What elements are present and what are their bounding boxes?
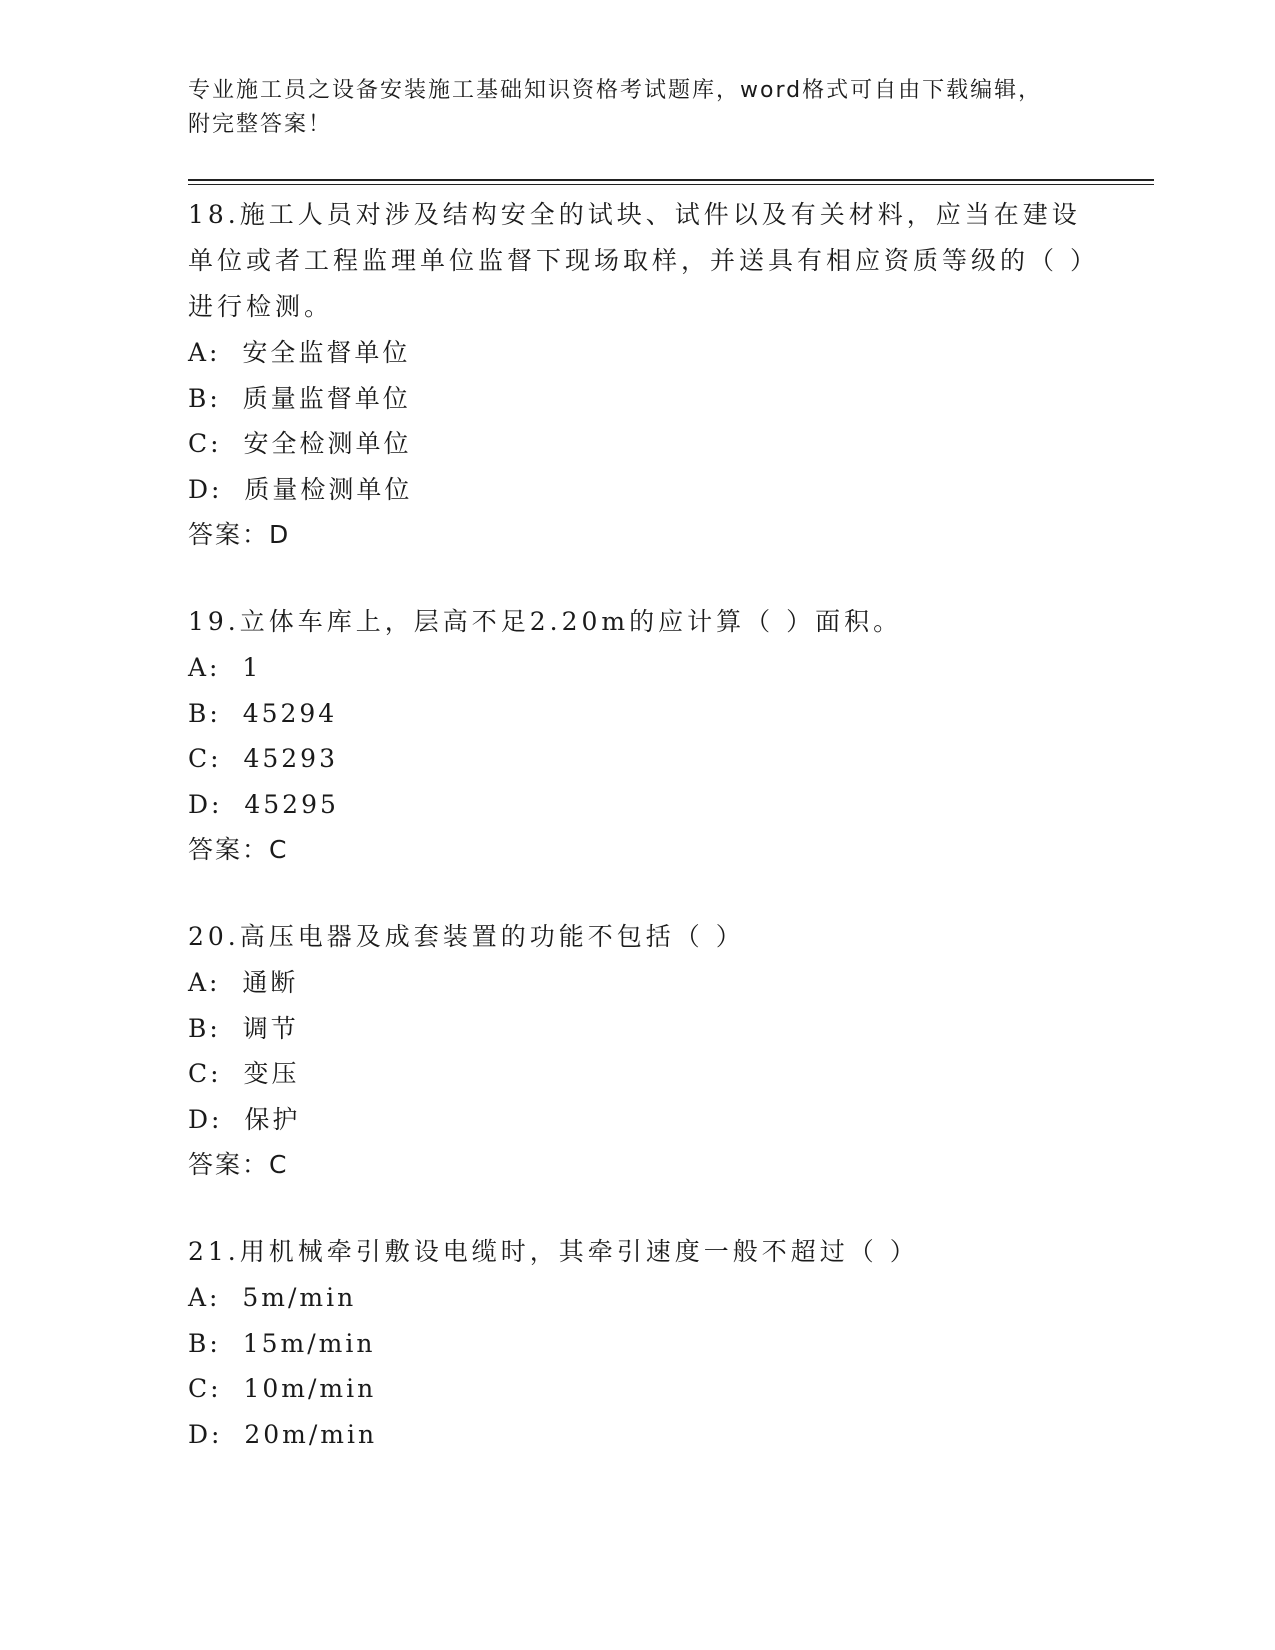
option-d: D: 保护 bbox=[188, 1104, 301, 1134]
option-a: A: 1 bbox=[188, 653, 262, 682]
option-a: A: 通断 bbox=[188, 968, 299, 997]
option-c: C: 10m/min bbox=[188, 1374, 377, 1403]
header-line-2: 附完整答案！ bbox=[188, 112, 333, 137]
document-header bbox=[188, 74, 1068, 142]
option-d: D: 20m/min bbox=[188, 1419, 378, 1449]
answer-line: 答案：C bbox=[188, 1150, 289, 1179]
answer-line: 答案：D bbox=[188, 520, 291, 549]
option-c: C: 变压 bbox=[188, 1059, 300, 1088]
question-stem: 20.高压电器及成套装置的功能不包括（ ） bbox=[188, 922, 745, 951]
question-20 bbox=[188, 914, 1088, 1188]
question-list bbox=[188, 192, 1088, 1498]
question-21 bbox=[188, 1229, 1088, 1457]
option-a: A: 5m/min bbox=[188, 1283, 357, 1312]
option-c: C: 45293 bbox=[188, 744, 338, 773]
header-line-1: 专业施工员之设备安装施工基础知识资格考试题库，word格式可自由下载编辑， bbox=[188, 78, 1043, 103]
question-stem: 19.立体车库上，层高不足2.20m的应计算（ ）面积。 bbox=[188, 607, 903, 636]
question-stem: 21.用机械牵引敷设电缆时，其牵引速度一般不超过（ ） bbox=[188, 1237, 919, 1266]
option-b: B: 45294 bbox=[188, 698, 338, 728]
option-b: B: 调节 bbox=[188, 1013, 299, 1043]
header-divider bbox=[188, 179, 1154, 185]
question-19 bbox=[188, 599, 1088, 873]
option-b: B: 质量监督单位 bbox=[188, 383, 411, 413]
answer-line: 答案：C bbox=[188, 835, 289, 864]
question-18 bbox=[188, 192, 1088, 558]
option-c: C: 安全检测单位 bbox=[188, 429, 412, 458]
option-d: D: 45295 bbox=[188, 789, 339, 819]
option-b: B: 15m/min bbox=[188, 1328, 376, 1358]
option-d: D: 质量检测单位 bbox=[188, 474, 413, 504]
option-a: A: 安全监督单位 bbox=[188, 338, 411, 367]
question-stem: 18.施工人员对涉及结构安全的试块、试件以及有关材料，应当在建设单位或者工程监理单位监督下现场取样，并送具有相应资质等级的（ ）进行检测。 bbox=[188, 200, 1087, 321]
